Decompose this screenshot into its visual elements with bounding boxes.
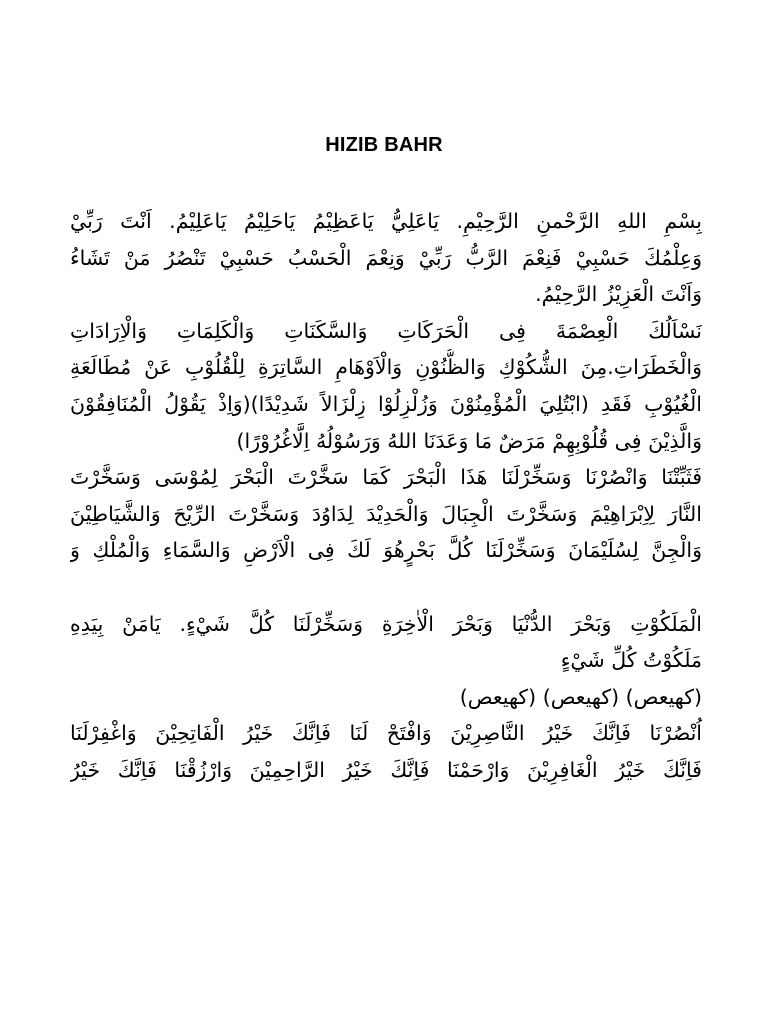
arabic-text-body [70, 203, 702, 789]
text-line-9: النَّارَ لِاِبْرَاهِيْمَ وَسَخَّرْتَ الْجِبَالَ وَالْحَدِيْدَ لِدَاوُدَ وَسَخَّرْتَ الرِّيْحَ وَالشَّيَاطِيْنَ [70, 501, 702, 526]
text-line-10: وَالْجِنَّ لِسُلَيْمَانَ وَسَخِّرْلَنَا كُلَّ بَحْرٍهُوَ لَكَ فِى الْاَرْضِ وَالسَّمَاءِ وَالْمُلْكِ وَ [70, 538, 702, 563]
document-title: HIZIB BAHR [325, 134, 443, 156]
text-line-5: وَالْخَطَرَاتِ.مِنَ الشُّكُوْكِ وَالظُّنُوْنِ وَالْاَوْهَامِ السَّاتِرَةِ لِلْقُلُوْبِ عَنْ مُطَالَعَةِ [70, 355, 702, 380]
text-line-1: بِسْمِ اللهِ الرَّحْمنِ الرَّحِيْمِ. يَاعَلِيُّ يَاعَظِيْمُ يَاحَلِيْمُ يَاعَلِيْمُ. اَنْتَ رَبِّيْ [70, 209, 702, 233]
text-line-14: اُنْصُرْنَا فَاِنَّكَ خَيْرُ النَّاصِرِيْنَ وَافْتَحْ لَنَا فَاِنَّكَ خَيْرُ الْفَاتِحِيْنَ وَاغْفِرْلَنَا [70, 721, 702, 746]
text-line-15: فَاِنَّكَ خَيْرُ الْغَافِرِيْنَ وَارْحَمْنَا فَاِنَّكَ خَيْرُ الرَّاحِمِيْنَ وَارْزُقْنَا فَاِنَّكَ خَيْرُ [70, 757, 702, 782]
text-line-7: وَالَّذِيْنَ فِى قُلُوْبِهِمْ مَرَضٌ مَا وَعَدَنَا اللهُ وَرَسُوْلُهُ اِلَّاغُرُوْرًا) [236, 428, 702, 453]
text-line-11: الْمَلَكُوْتِ وَبَحْرَ الدُّنْيَا وَبَحْرَ الْاٰخِرَةِ وَسَخِّرْلَنَا كُلَّ شَيْءٍ. يَامَنْ بِيَدِهِ [70, 611, 702, 636]
text-line-6: الْغُيُوْبِ فَقَدِ (ابْتُلِيَ الْمُؤْمِنُوْنَ وَزُلْزِلُوْا زِلْزَالاً شَدِيْدًا)(وَاِذْ يَقُوْلُ الْمُنَافِقُوْنَ [70, 391, 702, 416]
text-line-4: نَسْاَلُكَ الْعِصْمَةَ فِى الْحَرَكَاتِ وَالسَّكَنَاتِ وَالْكَلِمَاتِ وَالْاِرَادَاتِ [70, 318, 702, 343]
text-line-2: وَعِلْمُكَ حَسْبِيْ فَنِعْمَ الرَّبُّ رَبِّيْ وَنِعْمَ الْحَسْبُ حَسْبِيْ تَنْصُرُ مَنْ تَشَاءُ [70, 245, 702, 270]
blank-line [70, 569, 702, 606]
text-line-12: مَلَكُوْتُ كُلِّ شَيْءٍ [560, 648, 702, 673]
text-line-3: وَاَنْتَ الْعَزِيْزُ الرَّحِيْمُ. [535, 282, 702, 307]
text-line-8: فَثَبِّتْنَا وَانْصُرْنَا وَسَخِّرْلَنَا هَذَا الْبَحْرَ كَمَا سَخَّرْتَ الْبَحْرَ لِمُوْسَى وَسَخَّرْتَ [70, 465, 702, 490]
text-line-13: (كهيعص) (كهيعص) (كهيعص) [459, 684, 702, 709]
